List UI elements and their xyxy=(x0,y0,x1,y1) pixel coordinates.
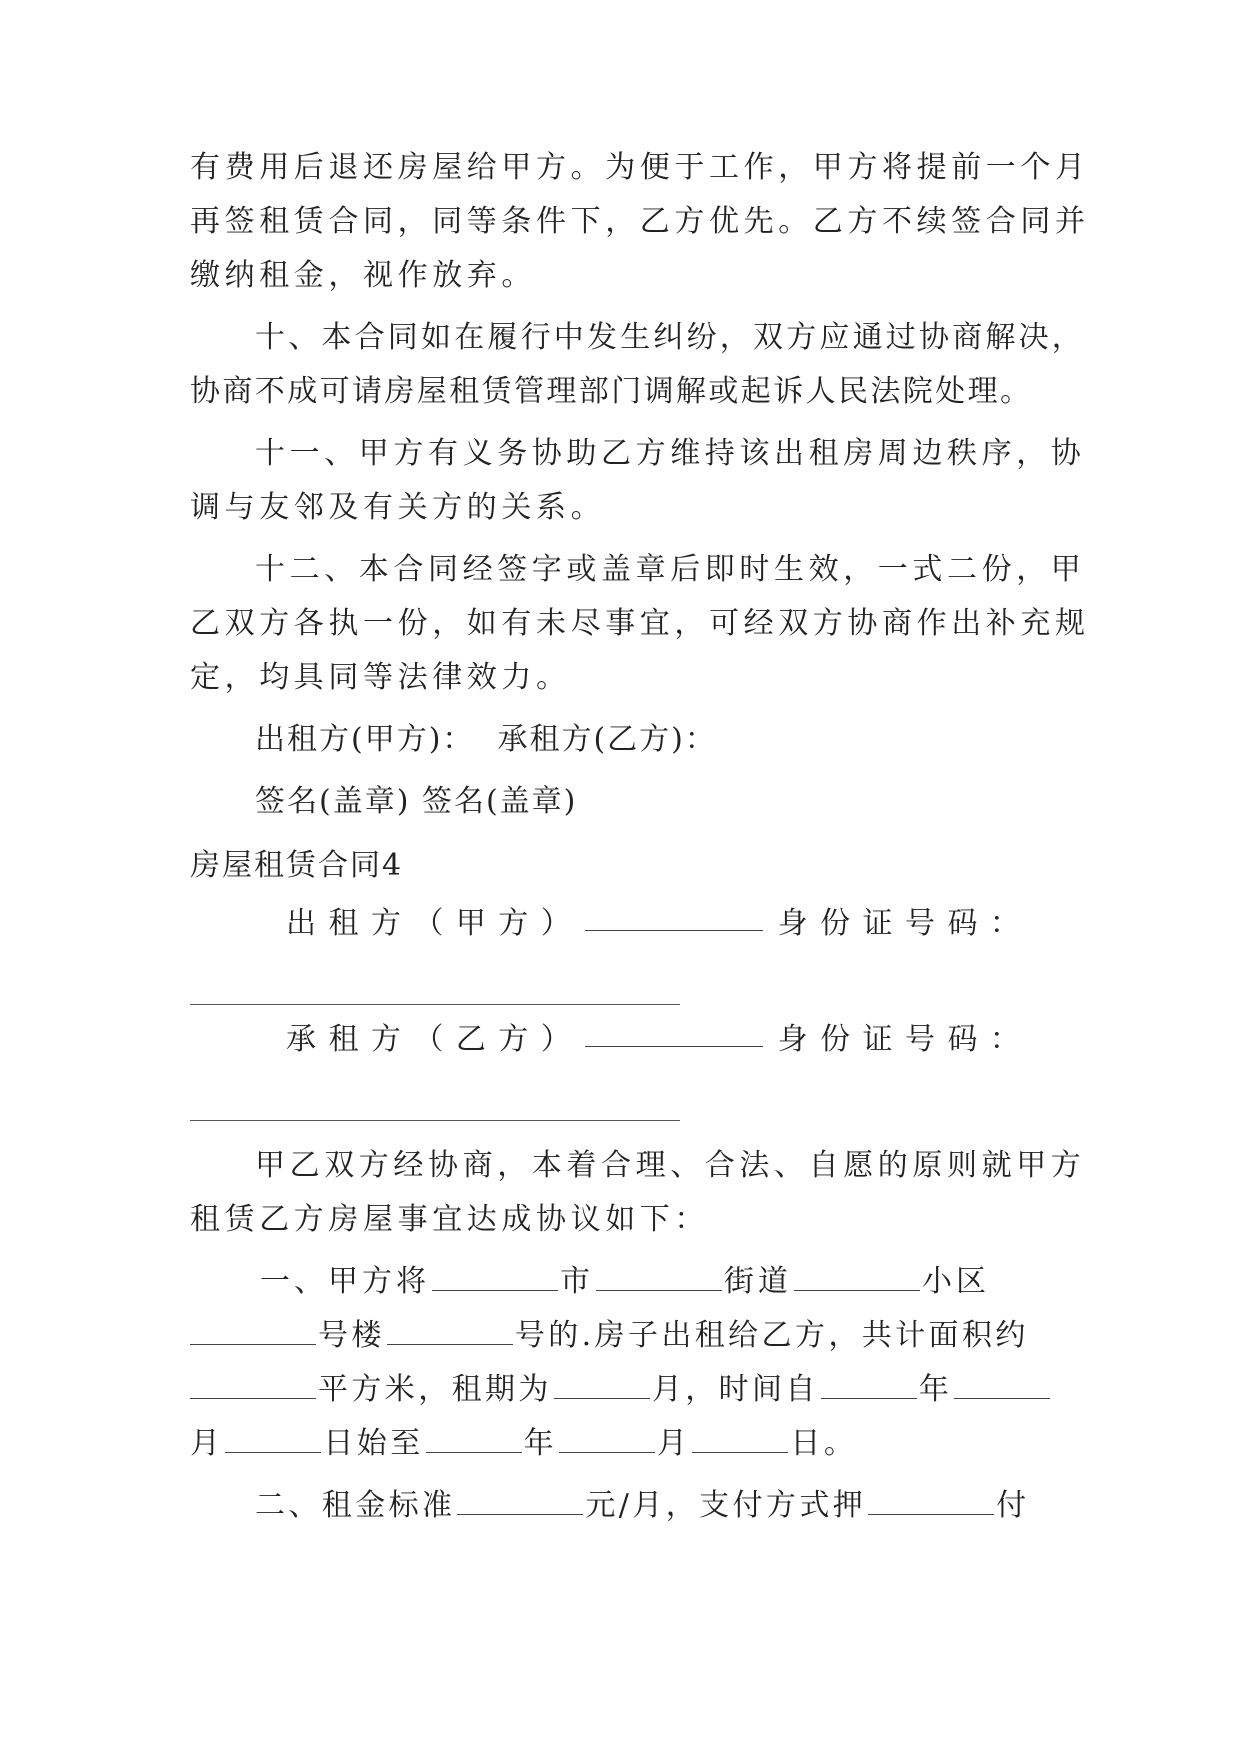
id-label-char: 证 xyxy=(862,1022,893,1057)
rent-unit-label: 元/月，支付方式押 xyxy=(585,1488,867,1523)
start-year-blank[interactable] xyxy=(821,1372,917,1399)
lessor-label-char: 出 xyxy=(286,906,316,941)
street-label: 街道 xyxy=(724,1264,792,1299)
clause-12-line: 定，均具同等法律效力。 xyxy=(190,660,571,695)
city-blank[interactable] xyxy=(432,1264,558,1291)
clause-10-line: 协商不成可请房屋租赁管理部门调解或起诉人民法院处理。 xyxy=(190,374,1033,409)
clause-1-line xyxy=(190,1370,1050,1410)
year-label: 年 xyxy=(918,1372,953,1407)
lessor-label-char: ） xyxy=(540,906,571,941)
clause-11-line: 调与友邻及有关方的关系。 xyxy=(190,490,606,525)
paragraph-line: 有费用后退还房屋给甲方。为便于工作，甲方将提前一个月 xyxy=(190,150,1090,185)
lessor-label-char: （ xyxy=(413,906,444,941)
id-label-char: 身 xyxy=(777,1022,808,1057)
community-blank[interactable] xyxy=(794,1264,920,1291)
id-label-char: 码 xyxy=(947,906,978,941)
city-label: 市 xyxy=(560,1264,594,1299)
lessor-line xyxy=(286,904,1020,944)
paragraph-line: 缴纳租金，视作放弃。 xyxy=(190,258,536,293)
signature-seals: 签名(盖章) 签名(盖章) xyxy=(255,784,578,819)
lessor-label-char: 方 xyxy=(498,906,529,941)
start-day-blank[interactable] xyxy=(225,1426,321,1453)
clause-10-line: 十、本合同如在履行中发生纠纷，双方应通过协商解决， xyxy=(255,320,1085,355)
lessee-label-char: （ xyxy=(413,1022,444,1057)
lessor-name-blank[interactable] xyxy=(585,904,763,931)
lease-months-blank[interactable] xyxy=(554,1372,650,1399)
day-start-label: 日始至 xyxy=(323,1426,424,1461)
month-label: 月 xyxy=(190,1426,224,1461)
end-day-blank[interactable] xyxy=(692,1426,788,1453)
clause-2-line xyxy=(255,1486,1115,1526)
deposit-blank[interactable] xyxy=(868,1488,994,1515)
number-blank[interactable] xyxy=(387,1318,513,1345)
paragraph-line: 再签租赁合同，同等条件下，乙方优先。乙方不续签合同并 xyxy=(190,204,1090,239)
area-blank[interactable] xyxy=(190,1372,316,1399)
community-label: 小区 xyxy=(922,1264,990,1299)
lessor-id-blank[interactable] xyxy=(190,1004,680,1005)
clause-2-prefix: 二、租金标准 xyxy=(255,1488,456,1523)
pay-label: 付 xyxy=(996,1488,1030,1523)
clause-1-line xyxy=(190,1424,1050,1464)
intro-line: 租赁乙方房屋事宜达成协议如下： xyxy=(190,1202,709,1237)
lessee-id-blank[interactable] xyxy=(190,1120,680,1121)
lessee-label-char: ） xyxy=(540,1022,571,1057)
lessor-label-char: 甲 xyxy=(455,906,486,941)
lessee-label-char: 方 xyxy=(370,1022,401,1057)
clause-11-line: 十一、甲方有义务协助乙方维持该出租房周边秩序，协 xyxy=(255,436,1086,471)
intro-line: 甲乙双方经协商，本着合理、合法、自愿的原则就甲方 xyxy=(255,1148,1086,1183)
lessee-label-char: 承 xyxy=(286,1022,316,1057)
end-year-blank[interactable] xyxy=(426,1426,522,1453)
lessor-label-char: 方 xyxy=(370,906,401,941)
id-label-char: 份 xyxy=(820,906,851,941)
id-label-char: 码 xyxy=(947,1022,978,1057)
lessee-label-char: 方 xyxy=(498,1022,529,1057)
id-label-char: 号 xyxy=(904,1022,935,1057)
street-blank[interactable] xyxy=(596,1264,722,1291)
building-blank[interactable] xyxy=(190,1318,316,1345)
id-label-char: 号 xyxy=(904,906,935,941)
clause-1-prefix: 一、甲方将 xyxy=(260,1264,430,1299)
lessor-label-char: 租 xyxy=(328,906,359,941)
building-label: 号楼 xyxy=(318,1318,385,1353)
contract-title: 房屋租赁合同4 xyxy=(190,848,404,883)
id-label-char: ： xyxy=(989,1022,1020,1057)
clause-1-line xyxy=(260,1262,1120,1302)
id-label-char: ： xyxy=(989,906,1020,941)
lessee-line xyxy=(286,1020,1020,1060)
clause-12-line: 十二、本合同经签字或盖章后即时生效，一式二份，甲 xyxy=(255,552,1086,587)
rent-blank[interactable] xyxy=(457,1488,583,1515)
end-month-blank[interactable] xyxy=(559,1426,655,1453)
year-label: 年 xyxy=(523,1426,558,1461)
id-label-char: 证 xyxy=(862,906,893,941)
signature-parties: 出租方(甲方)： 承租方(乙方)： xyxy=(255,722,717,757)
day-end-label: 日。 xyxy=(790,1426,858,1461)
id-label-char: 份 xyxy=(820,1022,851,1057)
clause-12-line: 乙双方各执一份，如有未尽事宜，可经双方协商作出补充规 xyxy=(190,606,1090,641)
start-month-blank[interactable] xyxy=(954,1372,1050,1399)
area-unit-label: 平方米，租期为 xyxy=(318,1372,552,1407)
number-label: 号的.房子出租给乙方，共计面积约 xyxy=(514,1318,1029,1353)
month-label: 月 xyxy=(657,1426,691,1461)
id-label-char: 身 xyxy=(777,906,808,941)
lessee-label-char: 乙 xyxy=(455,1022,486,1057)
lessee-name-blank[interactable] xyxy=(585,1020,763,1047)
lessee-label-char: 租 xyxy=(328,1022,359,1057)
clause-1-line xyxy=(190,1316,1050,1356)
month-label: 月，时间自 xyxy=(651,1372,819,1407)
